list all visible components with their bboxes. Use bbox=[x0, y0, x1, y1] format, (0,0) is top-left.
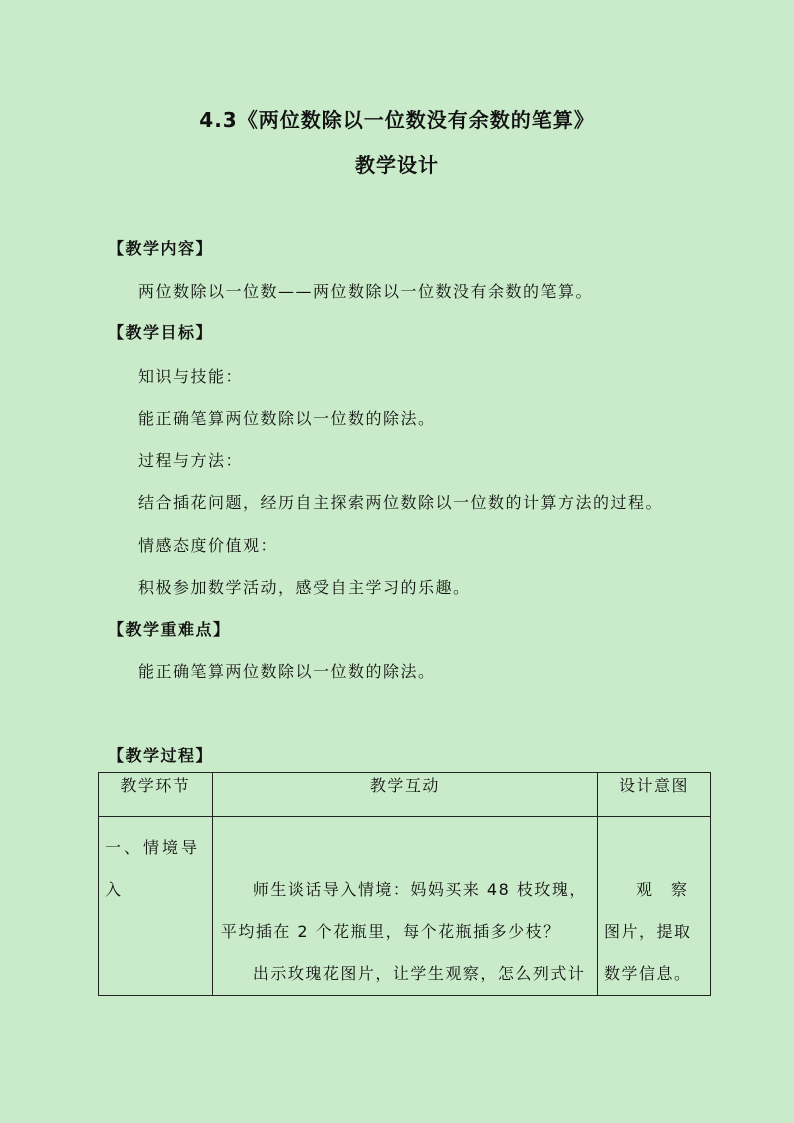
keypoints-heading: 【教学重难点】 bbox=[108, 620, 231, 639]
content-heading: 【教学内容】 bbox=[108, 239, 214, 258]
header-stage: 教学环节 bbox=[99, 773, 213, 817]
intent-line-3: 数学信息。 bbox=[603, 964, 692, 983]
header-interaction: 教学互动 bbox=[212, 773, 597, 817]
intent-spacer bbox=[604, 827, 704, 869]
interaction-spacer bbox=[221, 827, 597, 869]
content-text: 两位数除以一位数——两位数除以一位数没有余数的笔算。 bbox=[138, 282, 594, 301]
table-header-row bbox=[99, 773, 711, 817]
goal2-text: 结合插花问题，经历自主探索两位数除以一位数的计算方法的过程。 bbox=[138, 493, 664, 512]
process-heading: 【教学过程】 bbox=[108, 746, 214, 765]
interaction-line-3: 出示玫瑰花图片，让学生观察，怎么列式计 bbox=[252, 964, 586, 983]
document-subtitle: 教学设计 bbox=[355, 153, 439, 177]
document-title: 4.3《两位数除以一位数没有余数的笔算》 bbox=[199, 108, 595, 132]
interaction-cell bbox=[212, 817, 597, 996]
teaching-process-table bbox=[98, 772, 711, 996]
stage-line-1: 一、情境导 bbox=[105, 838, 201, 857]
intent-line-2: 图片，提取 bbox=[603, 922, 692, 941]
goal3-title: 情感态度价值观： bbox=[138, 536, 279, 555]
intent-cell bbox=[597, 817, 710, 996]
header-intent: 设计意图 bbox=[597, 773, 710, 817]
stage-line-2: 入 bbox=[105, 880, 123, 899]
goal1-title: 知识与技能： bbox=[138, 367, 244, 386]
keypoints-text: 能正确笔算两位数除以一位数的除法。 bbox=[138, 662, 436, 681]
goal2-title: 过程与方法： bbox=[138, 451, 244, 470]
stage-cell bbox=[99, 817, 213, 996]
table-row bbox=[99, 817, 711, 996]
interaction-line-1: 师生谈话导入情境：妈妈买来 48 枝玫瑰， bbox=[252, 880, 587, 899]
interaction-line-2: 平均插在 2 个花瓶里，每个花瓶插多少枝？ bbox=[220, 922, 561, 941]
intent-line-1: 观 察 bbox=[635, 880, 689, 899]
goal3-text: 积极参加数学活动，感受自主学习的乐趣。 bbox=[138, 578, 471, 597]
goals-heading: 【教学目标】 bbox=[108, 323, 214, 342]
goal1-text: 能正确笔算两位数除以一位数的除法。 bbox=[138, 409, 436, 428]
